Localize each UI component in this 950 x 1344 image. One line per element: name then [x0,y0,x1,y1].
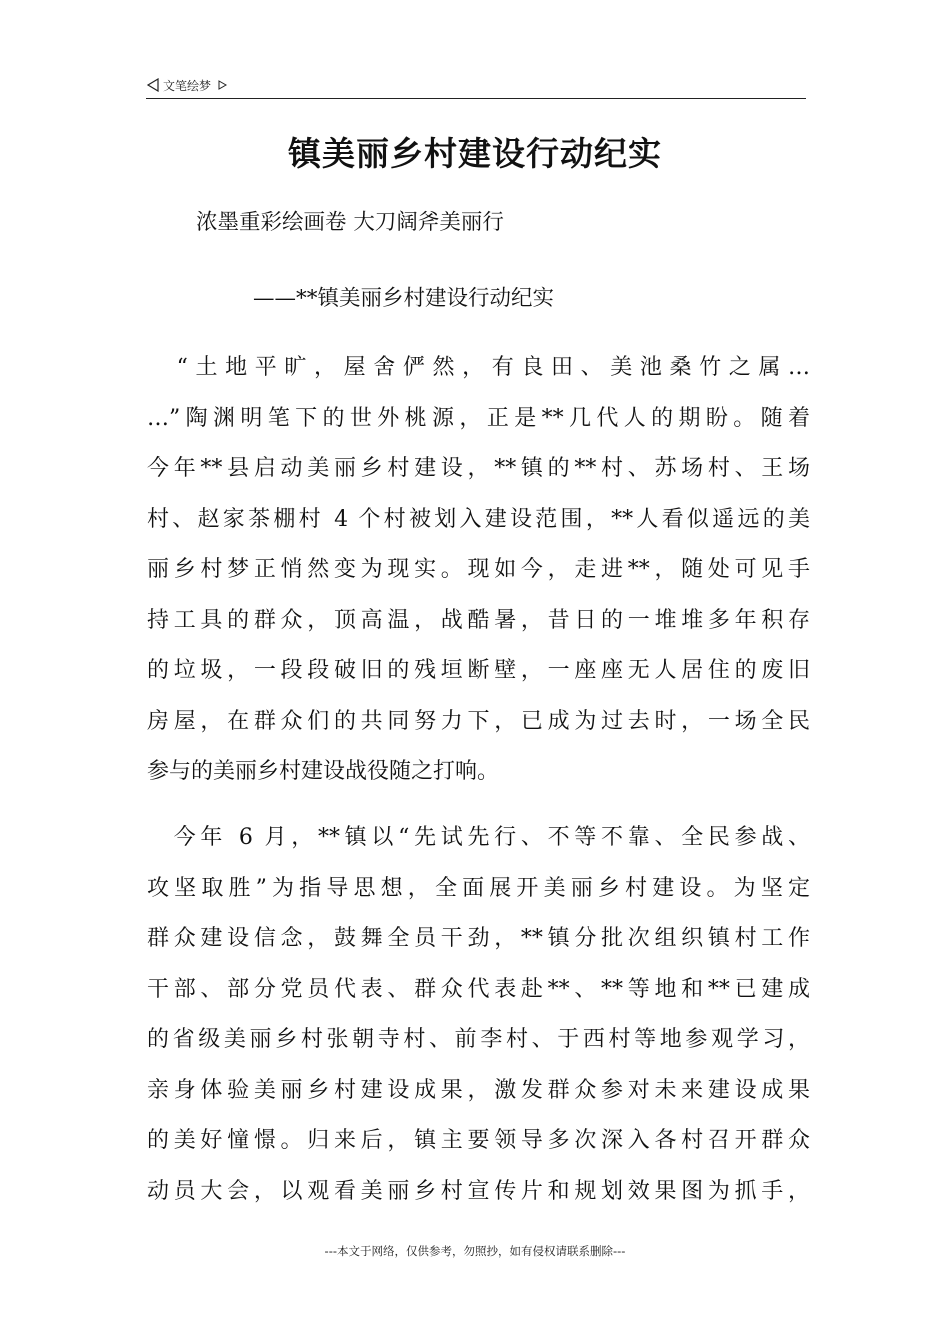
paragraph-1 [147,343,810,798]
paragraph-line: 今年**县启动美丽乡村建设，**镇的**村、苏场村、王场 [147,456,810,481]
paragraph-2 [147,813,810,1217]
paragraph-line: 动员大会，以观看美丽乡村宣传片和规划效果图为抓手， [147,1178,810,1204]
header-label: 文笔绘梦 [163,78,212,93]
paragraph-line: 持工具的群众，顶高温，战酷暑，昔日的一堆堆多年积存 [147,607,810,633]
page-header [146,74,806,99]
page-footer: ---本文于网络，仅供参考，勿照抄，如有侵权请联系删除--- [324,1244,626,1258]
paragraph-line: 今年 6 月，**镇以“先试先行、不等不靠、全民参战、 [147,825,810,850]
right-triangle-icon [217,80,227,90]
paragraph-line: 的垃圾，一段段破旧的残垣断壁，一座座无人居住的废旧 [147,658,810,683]
paragraph-line: 村、赵家茶棚村 4 个村被划入建设范围，**人看似遥远的美 [147,506,810,532]
paragraph-line: 丽乡村梦正悄然变为现实。现如今，走进**，随处可见手 [147,557,810,582]
paragraph-line: “土地平旷，屋舍俨然，有良田、美池桑竹之属… [147,355,810,380]
paragraph-line: …”陶渊明笔下的世外桃源，正是**几代人的期盼。随着 [147,405,810,431]
paragraph-line: 房屋，在群众们的共同努力下，已成为过去时，一场全民 [147,708,810,734]
left-triangle-icon [146,78,160,92]
paragraph-line: 群众建设信念，鼓舞全员干劲，**镇分批次组织镇村工作 [147,926,810,951]
document-subtitle: 浓墨重彩绘画卷 大刀阔斧美丽行 [196,210,504,235]
paragraph-line: 攻坚取胜”为指导思想，全面展开美丽乡村建设。为坚定 [147,875,810,901]
paragraph-line: 干部、部分党员代表、群众代表赴**、**等地和**已建成 [147,976,810,1002]
paragraph-line: 的美好憧憬。归来后，镇主要领导多次深入各村召开群众 [147,1128,810,1153]
paragraph-line: 的省级美丽乡村张朝寺村、前李村、于西村等地参观学习， [147,1027,810,1052]
document-subtitle-byline: ——**镇美丽乡村建设行动纪实 [253,286,555,311]
paragraph-line: 亲身体验美丽乡村建设成果，激发群众参对未来建设成果 [147,1077,810,1103]
paragraph-line: 参与的美丽乡村建设战役随之打响。 [147,759,500,784]
document-title: 镇美丽乡村建设行动纪实 [288,134,662,173]
